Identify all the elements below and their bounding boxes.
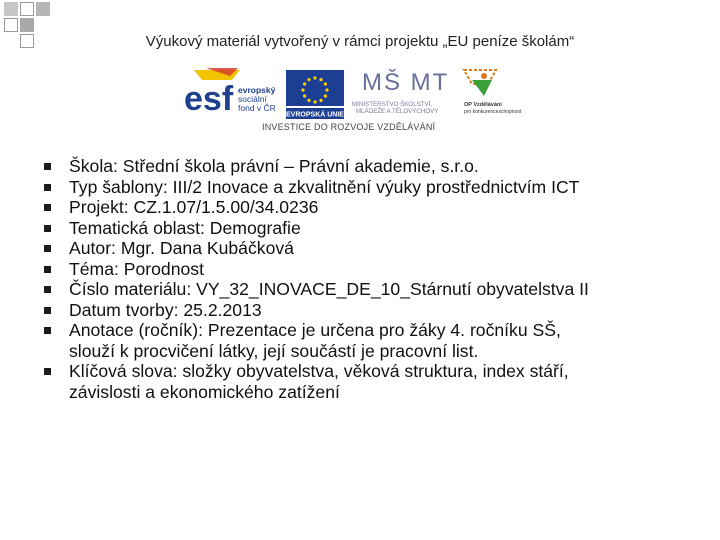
deco-square [4, 2, 18, 16]
square-bullet-icon [44, 286, 51, 293]
esf-logo [182, 66, 280, 118]
list-item-line: Klíčová slova: složky obyvatelstva, věková struktura, index stáří, [69, 361, 569, 381]
deco-square [20, 18, 34, 32]
square-bullet-icon [44, 266, 51, 273]
list-item-line: Datum tvorby: 25.2.2013 [69, 299, 262, 320]
list-item [44, 320, 704, 361]
list-item-line: Téma: Porodnost [69, 258, 204, 279]
list-item-line: Typ šablony: III/2 Inovace a zkvalitnění výuky prostřednictvím ICT [69, 176, 580, 197]
list-item [44, 197, 704, 218]
eu-label: EVROPSKÁ UNIE [286, 111, 344, 119]
square-bullet-icon [44, 225, 51, 232]
msmt-line: MINISTERSTVO ŠKOLSTVÍ, [352, 101, 433, 108]
esf-line: evropský [238, 85, 276, 95]
esf-line: fond v ČR [238, 103, 276, 113]
list-item-line: závislosti a ekonomického zatížení [69, 381, 340, 402]
deco-square [36, 2, 50, 16]
deco-square [20, 2, 34, 16]
list-item [44, 259, 704, 280]
eu-logo [286, 70, 344, 119]
msmt-line: MLÁDEŽE A TĚLOVÝCHOVY [356, 108, 439, 115]
square-bullet-icon [44, 368, 51, 375]
list-item-line: Projekt: CZ.1.07/1.5.00/34.0236 [69, 197, 319, 217]
list-item [44, 238, 704, 259]
list-item [44, 218, 704, 239]
esf-line: sociální [238, 94, 267, 104]
project-header: Výukový materiál vytvořený v rámci projektu „EU peníze školám“ [145, 33, 575, 50]
logos-svg [182, 66, 522, 124]
square-bullet-icon [44, 327, 51, 334]
square-bullet-icon [44, 307, 51, 314]
square-bullet-icon [44, 184, 51, 191]
list-item-line: slouží k procvičení látky, její součástí je pracovní list. [69, 340, 479, 361]
esf-mark: esf [184, 80, 234, 118]
deco-square [4, 18, 18, 32]
msmt-mark: MŠ MT [362, 69, 450, 96]
list-item [44, 156, 704, 177]
logo-caption: INVESTICE DO ROZVOJE VZDĚLÁVÁNÍ [262, 122, 436, 132]
list-item [44, 300, 704, 321]
list-item [44, 361, 704, 402]
list-item [44, 177, 704, 198]
square-bullet-icon [44, 204, 51, 211]
square-bullet-icon [44, 163, 51, 170]
list-item-line: Škola: Střední škola právní – Právní akademie, s.r.o. [69, 156, 479, 176]
op-vk-logo [464, 70, 522, 115]
list-item [44, 279, 704, 300]
list-item-line: Autor: Mgr. Dana Kubáčková [69, 238, 294, 258]
op-line: OP Vzdělávání [464, 102, 502, 108]
msmt-logo [352, 68, 449, 115]
square-bullet-icon [44, 245, 51, 252]
info-list [44, 156, 704, 402]
op-line: pro konkurenceschopnost [464, 109, 522, 115]
list-item-line: Anotace (ročník): Prezentace je určena pro žáky 4. ročníku SŠ, [69, 320, 561, 340]
list-item-line: Číslo materiálu: VY_32_INOVACE_DE_10_Stárnutí obyvatelstva II [69, 279, 589, 299]
list-item-line: Tematická oblast: Demografie [69, 217, 301, 238]
